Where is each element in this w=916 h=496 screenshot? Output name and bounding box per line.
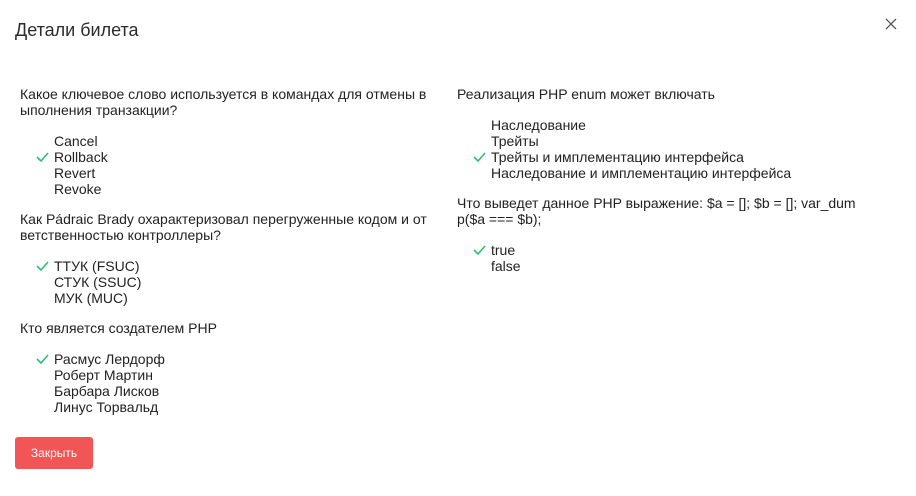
answer-label: МУК (MUC) bbox=[54, 290, 128, 306]
check-icon bbox=[473, 245, 486, 255]
answer-option bbox=[457, 258, 862, 274]
answer-options bbox=[20, 258, 430, 306]
questions-column-right bbox=[457, 86, 862, 288]
answer-label: Cancel bbox=[54, 133, 98, 149]
check-icon bbox=[36, 152, 49, 162]
question-block bbox=[20, 86, 430, 197]
check-icon bbox=[36, 354, 49, 364]
answer-label: Наследование bbox=[491, 117, 586, 133]
answer-option bbox=[20, 274, 430, 290]
answer-option-correct bbox=[20, 149, 430, 165]
question-block bbox=[457, 195, 862, 274]
answer-options bbox=[20, 133, 430, 197]
modal-title: Детали билета bbox=[15, 20, 139, 40]
answer-label: Барбара Лисков bbox=[54, 383, 160, 399]
answer-label: Трейты bbox=[491, 133, 539, 149]
answer-options bbox=[457, 242, 862, 274]
questions-column-left bbox=[20, 86, 430, 429]
answer-label: СТУК (SSUC) bbox=[54, 274, 142, 290]
answer-option bbox=[20, 290, 430, 306]
answer-option bbox=[20, 367, 430, 383]
answer-label: Наследование и имплементацию интерфейса bbox=[491, 165, 792, 181]
answer-label: Трейты и имплементацию интерфейса bbox=[491, 149, 744, 165]
answer-option bbox=[457, 117, 862, 133]
answer-options bbox=[20, 351, 430, 415]
question-block bbox=[20, 320, 430, 415]
question-text: Какое ключевое слово используется в командах для отмены выполнения транзакции? bbox=[20, 86, 427, 118]
answer-option bbox=[457, 133, 862, 149]
check-icon bbox=[473, 152, 486, 162]
answer-label: Revert bbox=[54, 165, 96, 181]
answer-label: ТТУК (FSUC) bbox=[54, 258, 140, 274]
close-button[interactable]: Закрыть bbox=[15, 437, 93, 469]
answer-label: false bbox=[491, 258, 521, 274]
answer-option-correct bbox=[20, 258, 430, 274]
question-text: Кто является создателем PHP bbox=[20, 320, 217, 336]
question-text: Реализация PHP enum может включать bbox=[457, 86, 715, 102]
answer-option bbox=[20, 383, 430, 399]
close-icon[interactable] bbox=[883, 16, 899, 32]
answer-label: Линус Торвальд bbox=[54, 399, 159, 415]
question-text: Что выведет данное PHP выражение: $a = []; $b = []; var_dump($a === $b); bbox=[457, 195, 856, 227]
answer-label: Роберт Мартин bbox=[54, 367, 153, 383]
answer-option bbox=[457, 165, 862, 181]
answer-option bbox=[20, 399, 430, 415]
answer-label: true bbox=[491, 242, 516, 258]
answer-option-correct bbox=[20, 351, 430, 367]
question-block bbox=[20, 211, 430, 306]
answer-option bbox=[20, 181, 430, 197]
answer-label: Расмус Лердорф bbox=[54, 351, 165, 367]
answer-option bbox=[20, 165, 430, 181]
question-text: Как Pádraic Brady охарактеризовал перегруженные кодом и ответственностью контроллеры? bbox=[20, 211, 427, 243]
answer-label: Rollback bbox=[54, 149, 108, 165]
answer-label: Revoke bbox=[54, 181, 102, 197]
answer-option-correct bbox=[457, 242, 862, 258]
check-icon bbox=[36, 261, 49, 271]
question-block bbox=[457, 86, 862, 181]
answer-options bbox=[457, 117, 862, 181]
answer-option-correct bbox=[457, 149, 862, 165]
answer-option bbox=[20, 133, 430, 149]
